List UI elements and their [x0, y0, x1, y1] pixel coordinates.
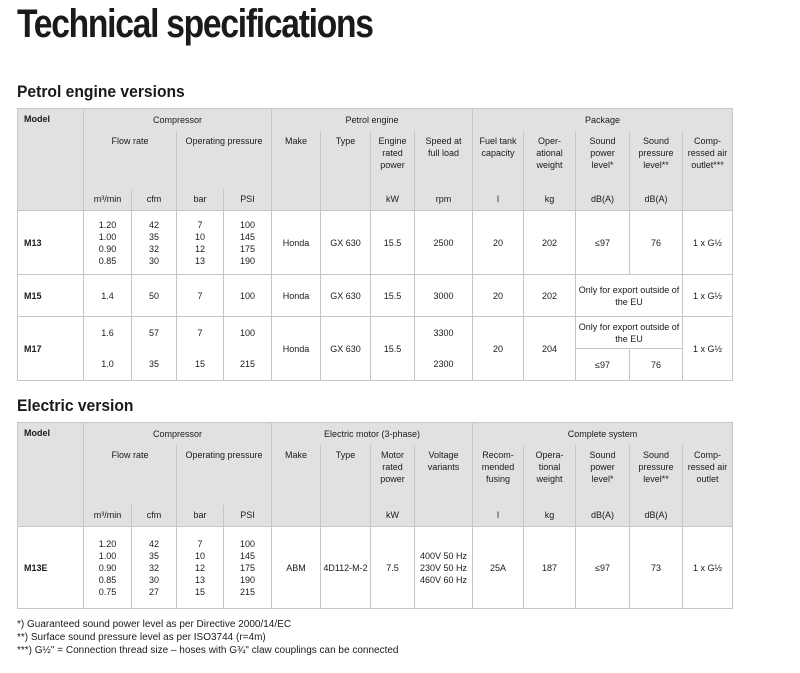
sound-power-header: Sound power level*: [576, 445, 630, 505]
unit-outlet-spacer: [683, 189, 733, 211]
pressure-psi-cell: 100: [224, 317, 272, 349]
pressure-psi-cell: 215: [224, 349, 272, 381]
type-cell: 4D112-M-2: [321, 527, 371, 609]
make-header: Make: [272, 131, 321, 189]
make-header: Make: [272, 445, 321, 505]
weight-header: Opera- tional weight: [524, 445, 576, 505]
model-header-spacer: [18, 131, 84, 189]
fuel-cell: 20: [473, 317, 524, 381]
engine-group-header: Petrol engine: [272, 109, 473, 131]
power-cell: 15.5: [371, 211, 415, 275]
fuel-cell: 20: [473, 275, 524, 317]
weight-cell: 204: [524, 317, 576, 381]
flow-cfm-cell: 50: [132, 275, 177, 317]
package-group-header: Package: [473, 109, 733, 131]
power-cell: 15.5: [371, 317, 415, 381]
electric-section-heading: Electric version: [17, 396, 134, 415]
unit-make-spacer: [272, 189, 321, 211]
outlet-cell: 1 x G½: [683, 211, 733, 275]
speed-cell: 2300: [415, 349, 473, 381]
power-cell: 15.5: [371, 275, 415, 317]
model-cell: M13: [18, 211, 84, 275]
sound-power-cell: ≤97: [576, 527, 630, 609]
make-cell: ABM: [272, 527, 321, 609]
unit-make-spacer: [272, 505, 321, 527]
table-row: [18, 275, 733, 317]
weight-cell: 187: [524, 527, 576, 609]
flow-m3-cell: 1.20 1.00 0.90 0.85 0.75: [84, 527, 132, 609]
footnote-sound-pressure: **) Surface sound pressure level as per ISO3744 (r=4m): [17, 632, 266, 643]
sound-power-cell: ≤97: [576, 211, 630, 275]
unit-bar: bar: [177, 189, 224, 211]
compressor-group-header: Compressor: [84, 109, 272, 131]
pressure-bar-cell: 7 10 12 13: [177, 211, 224, 275]
fusing-header: Recom- mended fusing: [473, 445, 524, 505]
pressure-psi-cell: 100: [224, 275, 272, 317]
unit-kg: kg: [524, 505, 576, 527]
speed-cell: 2500: [415, 211, 473, 275]
fuel-tank-header: Fuel tank capacity: [473, 131, 524, 189]
unit-type-spacer: [321, 505, 371, 527]
type-cell: GX 630: [321, 275, 371, 317]
unit-dba-pressure: dB(A): [630, 189, 683, 211]
unit-psi: PSI: [224, 505, 272, 527]
table-row: [18, 317, 733, 349]
unit-dba-power: dB(A): [576, 189, 630, 211]
model-cell: M15: [18, 275, 84, 317]
fuel-cell: 20: [473, 211, 524, 275]
petrol-spec-table: [17, 108, 733, 381]
outlet-header: Comp- ressed air outlet: [683, 445, 733, 505]
weight-cell: 202: [524, 211, 576, 275]
unit-psi: PSI: [224, 189, 272, 211]
flow-rate-header: Flow rate: [84, 445, 177, 505]
footnotes: [17, 618, 398, 657]
unit-rpm: rpm: [415, 189, 473, 211]
footnote-thread-size: ***) G½" = Connection thread size – hoses with G¾" claw couplings can be connected: [17, 645, 399, 656]
unit-outlet-spacer: [683, 505, 733, 527]
unit-voltage-spacer: [415, 505, 473, 527]
unit-dba-pressure: dB(A): [630, 505, 683, 527]
unit-m3min: m³/min: [84, 189, 132, 211]
unit-type-spacer: [321, 189, 371, 211]
footnote-sound-power: *) Guaranteed sound power level as per Directive 2000/14/EC: [17, 619, 292, 630]
speed-cell: 3000: [415, 275, 473, 317]
flow-m3-cell: 1.0: [84, 349, 132, 381]
type-header: Type: [321, 445, 371, 505]
flow-cfm-cell: 42 35 32 30: [132, 211, 177, 275]
unit-kg: kg: [524, 189, 576, 211]
unit-m3min: m³/min: [84, 505, 132, 527]
sound-pressure-cell: 76: [630, 349, 683, 381]
compressor-group-header: Compressor: [84, 423, 272, 445]
speed-cell: 3300: [415, 317, 473, 349]
outlet-cell: 1 x G½: [683, 527, 733, 609]
outlet-header: Comp- ressed air outlet***: [683, 131, 733, 189]
model-unit-spacer: [18, 505, 84, 527]
table-row: [18, 211, 733, 275]
outlet-cell: 1 x G½: [683, 275, 733, 317]
sound-power-cell: ≤97: [576, 349, 630, 381]
pressure-bar-cell: 7: [177, 317, 224, 349]
weight-header: Oper- ational weight: [524, 131, 576, 189]
flow-rate-header: Flow rate: [84, 131, 177, 189]
unit-litre: l: [473, 189, 524, 211]
electric-spec-table: [17, 422, 733, 609]
fusing-cell: 25A: [473, 527, 524, 609]
model-header: Model: [18, 423, 84, 445]
pressure-bar-cell: 7 10 12 13 15: [177, 527, 224, 609]
weight-cell: 202: [524, 275, 576, 317]
type-cell: GX 630: [321, 317, 371, 381]
flow-m3-cell: 1.20 1.00 0.90 0.85: [84, 211, 132, 275]
sound-pressure-header: Sound pressure level**: [630, 131, 683, 189]
model-unit-spacer: [18, 189, 84, 211]
unit-dba-power: dB(A): [576, 505, 630, 527]
voltage-cell: 400V 50 Hz 230V 50 Hz 460V 60 Hz: [415, 527, 473, 609]
pressure-bar-cell: 15: [177, 349, 224, 381]
motor-power-header: Motor rated power: [371, 445, 415, 505]
sound-power-header: Sound power level*: [576, 131, 630, 189]
unit-cfm: cfm: [132, 189, 177, 211]
pressure-psi-cell: 100 145 175 190: [224, 211, 272, 275]
unit-cfm: cfm: [132, 505, 177, 527]
flow-cfm-cell: 35: [132, 349, 177, 381]
flow-cfm-cell: 57: [132, 317, 177, 349]
export-note-cell: Only for export outside of the EU: [576, 275, 683, 317]
model-header-spacer: [18, 445, 84, 505]
model-cell: M17: [18, 317, 84, 381]
sound-pressure-header: Sound pressure level**: [630, 445, 683, 505]
page-title: Technical specifications: [17, 2, 373, 46]
voltage-header: Voltage variants: [415, 445, 473, 505]
unit-bar: bar: [177, 505, 224, 527]
sound-pressure-cell: 73: [630, 527, 683, 609]
engine-power-header: Engine rated power: [371, 131, 415, 189]
speed-header: Speed at full load: [415, 131, 473, 189]
sound-pressure-cell: 76: [630, 211, 683, 275]
make-cell: Honda: [272, 275, 321, 317]
operating-pressure-header: Operating pressure: [177, 445, 272, 505]
type-cell: GX 630: [321, 211, 371, 275]
system-group-header: Complete system: [473, 423, 733, 445]
operating-pressure-header: Operating pressure: [177, 131, 272, 189]
motor-group-header: Electric motor (3-phase): [272, 423, 473, 445]
unit-kw: kW: [371, 505, 415, 527]
flow-m3-cell: 1.4: [84, 275, 132, 317]
power-cell: 7.5: [371, 527, 415, 609]
petrol-section-heading: Petrol engine versions: [17, 82, 185, 101]
make-cell: Honda: [272, 317, 321, 381]
table-row: [18, 527, 733, 609]
type-header: Type: [321, 131, 371, 189]
unit-litre: l: [473, 505, 524, 527]
export-note-cell: Only for export outside of the EU: [576, 317, 683, 349]
flow-m3-cell: 1.6: [84, 317, 132, 349]
outlet-cell: 1 x G½: [683, 317, 733, 381]
make-cell: Honda: [272, 211, 321, 275]
pressure-psi-cell: 100 145 175 190 215: [224, 527, 272, 609]
flow-cfm-cell: 42 35 32 30 27: [132, 527, 177, 609]
pressure-bar-cell: 7: [177, 275, 224, 317]
model-cell: M13E: [18, 527, 84, 609]
unit-kw: kW: [371, 189, 415, 211]
model-header: Model: [18, 109, 84, 131]
